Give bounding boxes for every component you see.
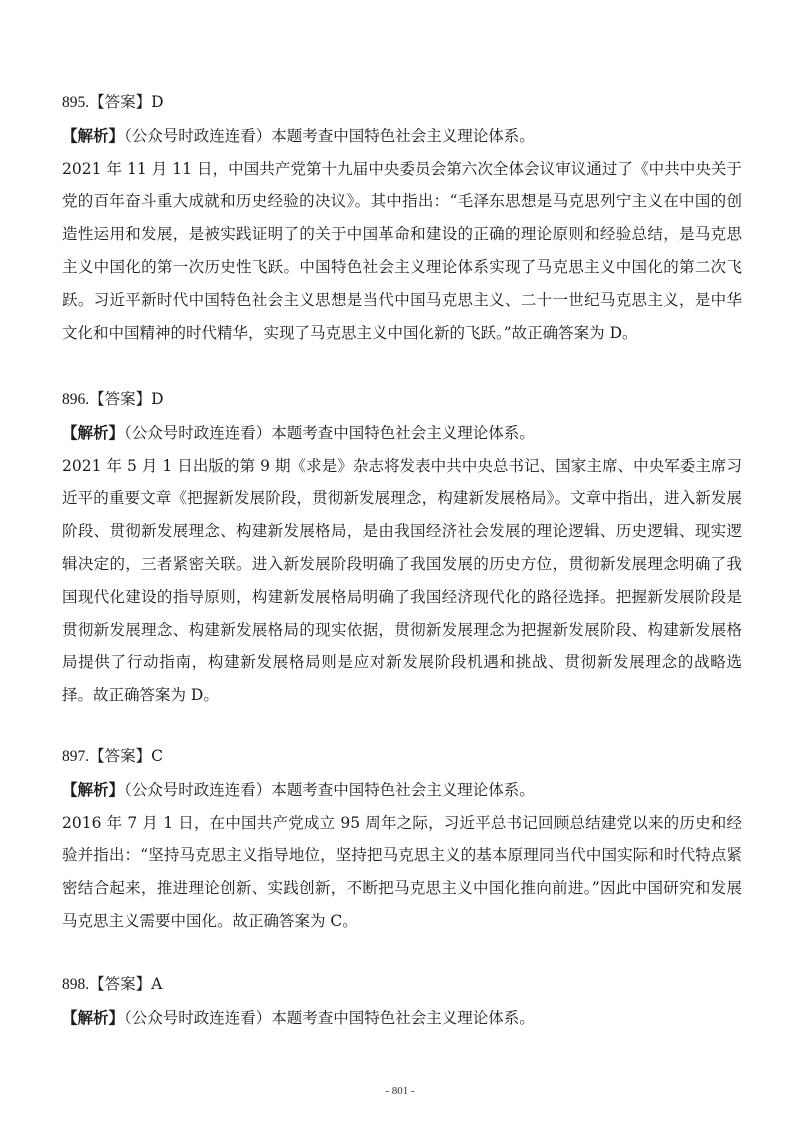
answer-line	[62, 86, 742, 120]
question-number: 895.	[62, 94, 90, 111]
question-895	[62, 86, 742, 349]
analysis-tag: 【解析】	[62, 1007, 125, 1027]
answer-tag: 【答案】	[89, 390, 152, 408]
analysis-intro: （公众号时政连连看）本题考查中国特色社会主义理论体系。	[124, 780, 535, 799]
answer-tag: 【答案】	[89, 975, 152, 993]
analysis-tag: 【解析】	[62, 422, 125, 442]
analysis-intro: （公众号时政连连看）本题考查中国特色社会主义理论体系。	[124, 126, 535, 145]
question-896	[62, 383, 742, 712]
question-number: 896.	[62, 391, 90, 408]
analysis-line	[62, 774, 742, 807]
analysis-tag: 【解析】	[62, 779, 125, 799]
page-number: - 801 -	[385, 1085, 415, 1097]
question-898	[62, 968, 742, 1035]
answer-line	[62, 740, 742, 774]
question-897	[62, 740, 742, 938]
analysis-intro: （公众号时政连连看）本题考查中国特色社会主义理论体系。	[124, 1008, 535, 1027]
analysis-body: 2021 年 5 月 1 日出版的第 9 期《求是》杂志将发表中共中央总书记、国家主席、中央军委主席习近平的重要文章《把握新发展阶段，贯彻新发展理念，构建新发展格局》。文章中指出，进入新发展阶段、贯彻新发展理念、构建新发展格局，是由我国经济社会发展的理论逻辑、历史逻辑、现实逻辑决定的，三者紧密关联。进入新发展阶段明确了我国发展的历史方位，贯彻新发展理念明确了我国现代化建设的指导原则，构建新发展格局明确了我国经济现代化的路径选择。把握新发展阶段是贯彻新发展理念、构建新发展格局的现实依据，贯彻新发展理念为把握新发展阶段、构建新发展格局提供了行动指南，构建新发展格局则是应对新发展阶段机遇和挑战、贯彻新发展理念的战略选择。故正确答案为 D。	[62, 456, 742, 705]
analysis-body: 2021 年 11 月 11 日，中国共产党第十九届中央委员会第六次全体会议审议通过了《中共中央关于党的百年奋斗重大成就和历史经验的决议》。其中指出：“毛泽东思想是马克思列宁主义在中国的创造性运用和发展，是被实践证明了的关于中国革命和建设的正确的理论原则和经验总结，是马克思主义中国化的第一次历史性飞跃。中国特色社会主义理论体系实现了马克思主义中国化的第二次飞跃。习近平新时代中国特色社会主义思想是当代中国马克思主义、二十一世纪马克思主义，是中华文化和中国精神的时代精华，实现了马克思主义中国化新的飞跃。”故正确答案为 D。	[62, 159, 742, 342]
analysis-tag: 【解析】	[62, 125, 125, 145]
answer-tag: 【答案】	[89, 747, 152, 765]
analysis-body: 2016 年 7 月 1 日，在中国共产党成立 95 周年之际，习近平总书记回顾总结建党以来的历史和经验并指出：“坚持马克思主义指导地位，坚持把马克思主义的基本原理同当代中国实际和时代特点紧密结合起来，推进理论创新、实践创新，不断把马克思主义中国化推向前进。”因此中国研究和发展马克思主义需要中国化。故正确答案为 C。	[62, 813, 742, 930]
question-number: 897.	[62, 748, 90, 765]
question-number: 898.	[62, 976, 90, 993]
answer-tag: 【答案】	[89, 93, 152, 111]
answer-line	[62, 383, 742, 417]
analysis-line	[62, 120, 742, 153]
answer-value: A	[151, 975, 163, 993]
analysis-line	[62, 417, 742, 450]
answer-line	[62, 968, 742, 1002]
answer-value: D	[151, 93, 164, 111]
analysis-intro: （公众号时政连连看）本题考查中国特色社会主义理论体系。	[124, 423, 535, 442]
answer-value: C	[151, 747, 164, 765]
answer-value: D	[151, 390, 164, 408]
analysis-line	[62, 1002, 742, 1035]
